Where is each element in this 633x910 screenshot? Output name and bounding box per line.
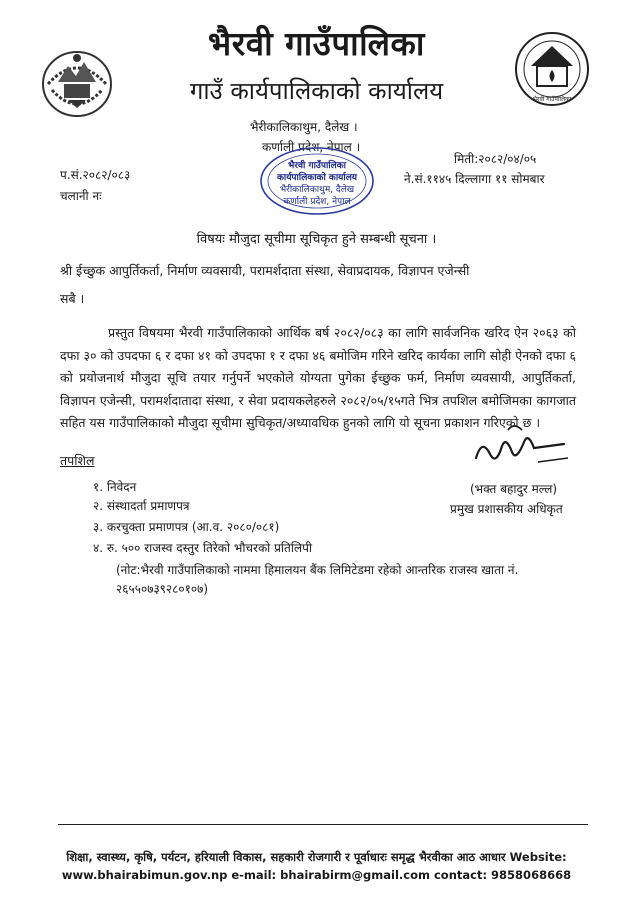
footer-divider — [58, 824, 588, 825]
recipient-all: सबै । — [60, 291, 85, 306]
address-line-1: भैरीकालिकाथुम, दैलेख । — [250, 120, 358, 134]
stamp-line-4: कर्णाली प्रदेश, नेपाल — [283, 197, 351, 207]
stamp-line-1: भैरवी गाउँपालिका — [288, 161, 346, 171]
signatory-post: प्रमुख प्रशासकीय अधिकृत — [450, 502, 563, 516]
issue-date: मिती:२०८२/०४/०५ — [454, 152, 537, 166]
signatory-name: (भक्त बहादुर मल्ल) — [470, 482, 558, 496]
chalani-number: चलानी नः — [60, 189, 102, 203]
footer-contact: www.bhairabimun.gov.np e-mail: bhairabirm@gmail.com contact: 9858068668 — [61, 868, 572, 882]
tapsil-item: १. निवेदन — [93, 480, 137, 494]
recipient-line: श्री ईच्छुक आपुर्तिकर्ता, निर्माण व्यवसायी, परामर्शदाता संस्था, सेवाप्रदायक, विज्ञापन एजेन्सी — [60, 263, 470, 278]
address-line-2: कर्णाली प्रदेश, नेपाल । — [262, 140, 361, 154]
tapsil-note: (नोट:भैरवी गाउँपालिकाको नाममा हिमालयन बैंक लिमिटेडमा रहेको आन्तरिक राजस्व खाता नं. २६५५०७३९२८०१०७) — [116, 563, 519, 596]
letter-subject: विषयः मौजुदा सूचीमा सूचिकृत हुने सम्बन्धी सूचना । — [196, 232, 437, 247]
office-stamp — [258, 146, 376, 216]
tapsil-heading: तपशिल — [60, 453, 95, 468]
logo-caption: भैरवी गाउँपालिका — [532, 96, 572, 103]
office-title: भैरवी गाउँपालिका — [208, 24, 425, 63]
office-subtitle: गाउँ कार्यपालिकाको कार्यालय — [189, 77, 444, 105]
letter-body: प्रस्तुत विषयमा भैरवी गाउँपालिकाको आर्थिक बर्ष २०८२/०८३ का लागि सार्वजनिक खरिद ऐन २०६३ को दफा ३० को उपदफा ६ र दफा ४१ को उपदफा १ र दफा ४६ बमोजिम गरिने खरिद कार्यका लागि सोही ऐनको दफा ६ को प्रयोजनार्थ मौजुदा सूचि तयार गर्नुपर्ने भएकोले योग्यता पुगेका ईच्छुक फर्म, निर्माण व्यवसायी, आपुर्तिकर्ता, विज्ञापन एजेन्सी, परामर्शदातादा संस्था, र सेवा प्रदायकलेहरुले २०८२/०५/१५गते भित्र तपशिल बमोजिमका कागजात सहित यस गाउँपालिकाको मौजुदा सूचीमा सुचिकृत/अध्यावधिक हुनको लागि यो सूचना प्रकाशन गरिएको छ । — [60, 325, 576, 430]
tapsil-item: ४. रु. ५०० राजस्व दस्तुर तिरेको भौचरको प्रतिलिपी — [93, 541, 313, 555]
signature-image — [468, 418, 576, 474]
tapsil-item: ३. करचुक्ता प्रमाणपत्र (आ.व. २०८०/०८१) — [93, 520, 280, 534]
footer-slogan: शिक्षा, स्वास्थ्य, कृषि, पर्यटन, हरियाली विकास, सहकारी रोजगारी र पूर्वाधारः समृद्ध भैरवीका आठ आधार Website: — [66, 850, 567, 864]
tapsil-item: २. संस्थादर्ता प्रमाणपत्र — [93, 499, 190, 513]
patra-sankhya: प.सं.२०८२/०८३ — [60, 168, 131, 182]
stamp-line-3: भैरीकालिकाथुम, दैलेख — [279, 185, 355, 195]
nepal-sambat-date: ने.सं.११४५ दिल्लागा ११ सोमबार — [404, 172, 545, 186]
stamp-line-2: कार्यपालिकाको कार्यालय — [276, 173, 358, 183]
